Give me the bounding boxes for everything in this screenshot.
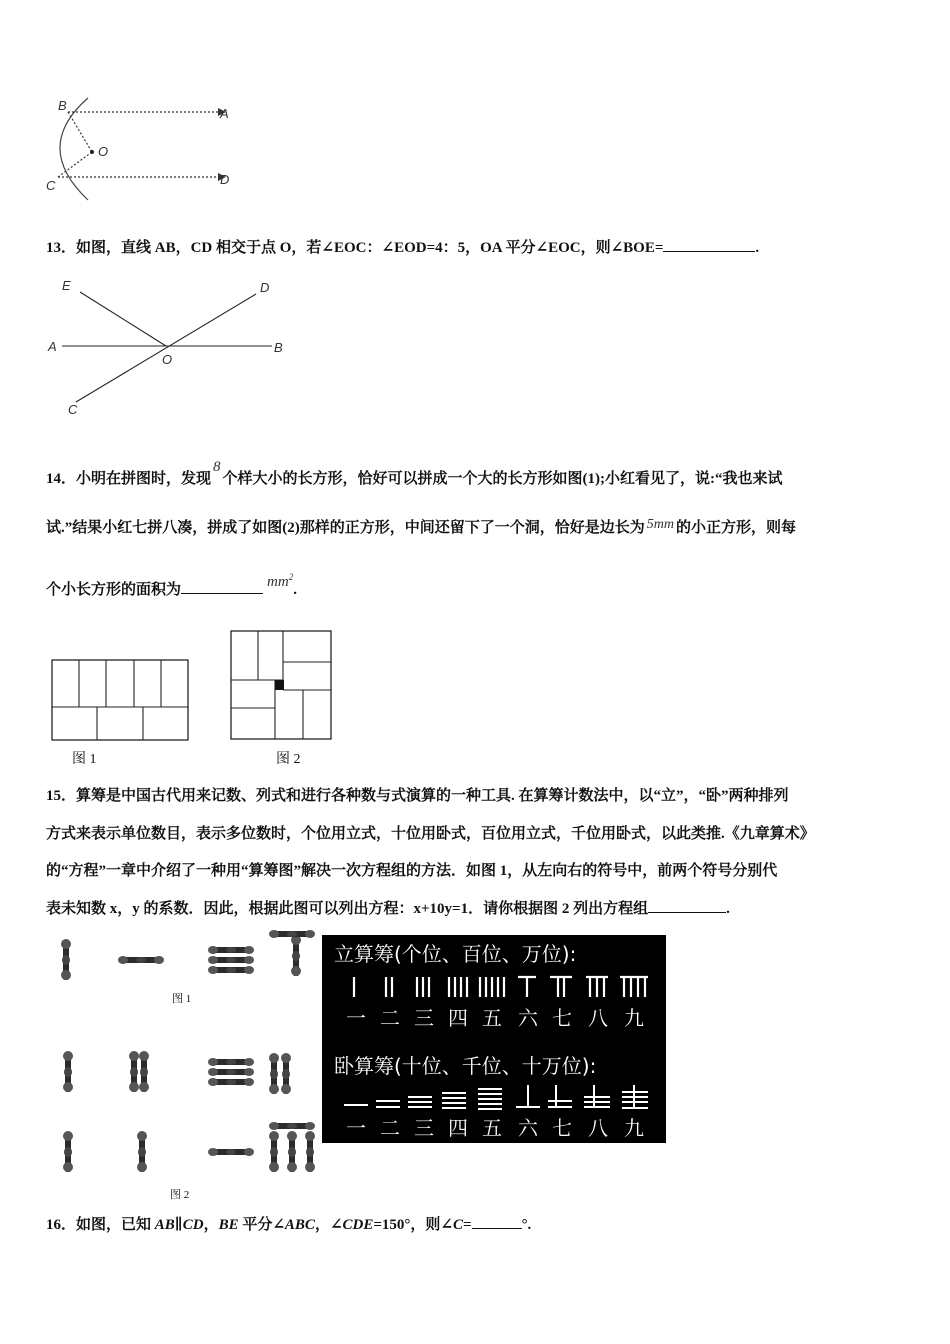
q15-counting-rod-figures [46,926,326,1206]
figure-q13-intersecting-lines [40,272,300,422]
panel-digit-7b: 七 [552,1116,572,1140]
panel-digit-2a: 二 [380,1006,400,1030]
panel-digit-9a: 九 [624,1006,644,1030]
q14-unit: $mm^2$ [267,572,294,590]
q16-answer-blank[interactable] [472,1228,522,1229]
question-13: 13．如图，直线 AB，CD 相交于点 O，若∠EOC：∠EOD=4：5，OA 平分∠EOC，则∠BOE= . [46,240,760,256]
fig13-label-A: A [48,339,57,354]
panel-digit-2b: 二 [380,1116,400,1140]
question-15-line1: 15．算筹是中国古代用来记数、列式和进行各种数与式演算的一种工具. 在算筹计数法中，以“立”，“卧”两种排列 [46,788,789,804]
q14-figure-2-square [228,628,336,744]
fig12-label-B: B [58,98,67,113]
q15-counting-rod-reference-panel [322,935,666,1143]
question-15-line2: 方式来表示单位数目，表示多位数时，个位用立式，十位用卧式，百位用立式，千位用卧式，以此类推.《九章算术》 [46,826,815,842]
panel-digit-4b: 四 [448,1116,468,1140]
panel-digit-7a: 七 [552,1006,572,1030]
fig13-label-C: C [68,402,78,417]
panel-digit-4a: 四 [448,1006,468,1030]
panel-horizontal-title: 卧算筹(十位、千位、十万位): [334,1054,597,1078]
q15-figure-2-caption: 图 2 [170,1189,190,1201]
figure-q12 [40,92,250,204]
fig13-label-E: E [62,278,71,293]
fig12-label-O: O [98,144,109,159]
question-14-line1: 14．小明在拼图时，发现8个样大小的长方形，恰好可以拼成一个大的长方形如图(1);小红看见了，说:“我也来试 [46,459,783,487]
question-15-line4: 表未知数 x，y 的系数．因此，根据此图可以列出方程：x+10y=1．请你根据图 2 列出方程组 . [46,901,730,917]
fig13-label-D: D [260,280,270,295]
q14-answer-blank[interactable] [181,593,263,594]
fig13-label-B: B [274,340,283,355]
q14-figure-2-caption: 图 2 [276,752,301,767]
panel-digit-9b: 九 [624,1116,644,1140]
q15-figure-1-caption: 图 1 [172,993,192,1005]
q14-figure-1-caption: 图 1 [72,752,97,767]
q14-number-8: 8 [213,459,221,475]
panel-digit-1b: 一 [346,1116,366,1140]
panel-upright-title: 立算筹(个位、百位、万位): [334,942,577,966]
question-16: 16．如图，已知 AB∥CD，BE 平分∠ABC，∠CDE=150°，则∠C= °. [46,1217,532,1233]
q13-answer-blank[interactable] [663,251,755,252]
fig12-label-D: D [220,172,230,187]
panel-digit-5b: 五 [482,1116,502,1140]
fig13-label-O: O [162,352,173,367]
question-14-line2: 试.”结果小红七拼八凑，拼成了如图(2)那样的正方形，中间还留下了一个洞，恰好是边长为 5mm 的小正方形，则每 [46,517,796,536]
question-14-line3: 个小长方形的面积为 $mm^2$. [46,572,297,598]
question-15-line3: 的“方程”一章中介绍了一种用“算筹图”解决一次方程组的方法．如图 1，从左向右的符号中，前两个符号分别代 [46,863,778,879]
fig12-label-A: A [220,106,229,121]
panel-digit-1a: 一 [346,1006,366,1030]
panel-digit-6b: 六 [518,1116,538,1140]
q14-figure-1-rectangles [46,650,198,746]
fig12-label-C: C [46,178,56,193]
panel-digit-8a: 八 [588,1006,608,1030]
q14-5mm: 5mm [646,517,674,532]
q13-text: 13．如图，直线 AB，CD 相交于点 O，若∠EOC：∠EOD=4：5，OA 平分∠EOC，则∠BOE= [46,240,664,256]
q15-answer-blank[interactable] [648,912,726,913]
panel-digit-3b: 三 [414,1116,434,1140]
panel-digit-6a: 六 [518,1006,538,1030]
panel-digit-5a: 五 [482,1006,502,1030]
panel-digit-8b: 八 [588,1116,608,1140]
panel-digit-3a: 三 [414,1006,434,1030]
